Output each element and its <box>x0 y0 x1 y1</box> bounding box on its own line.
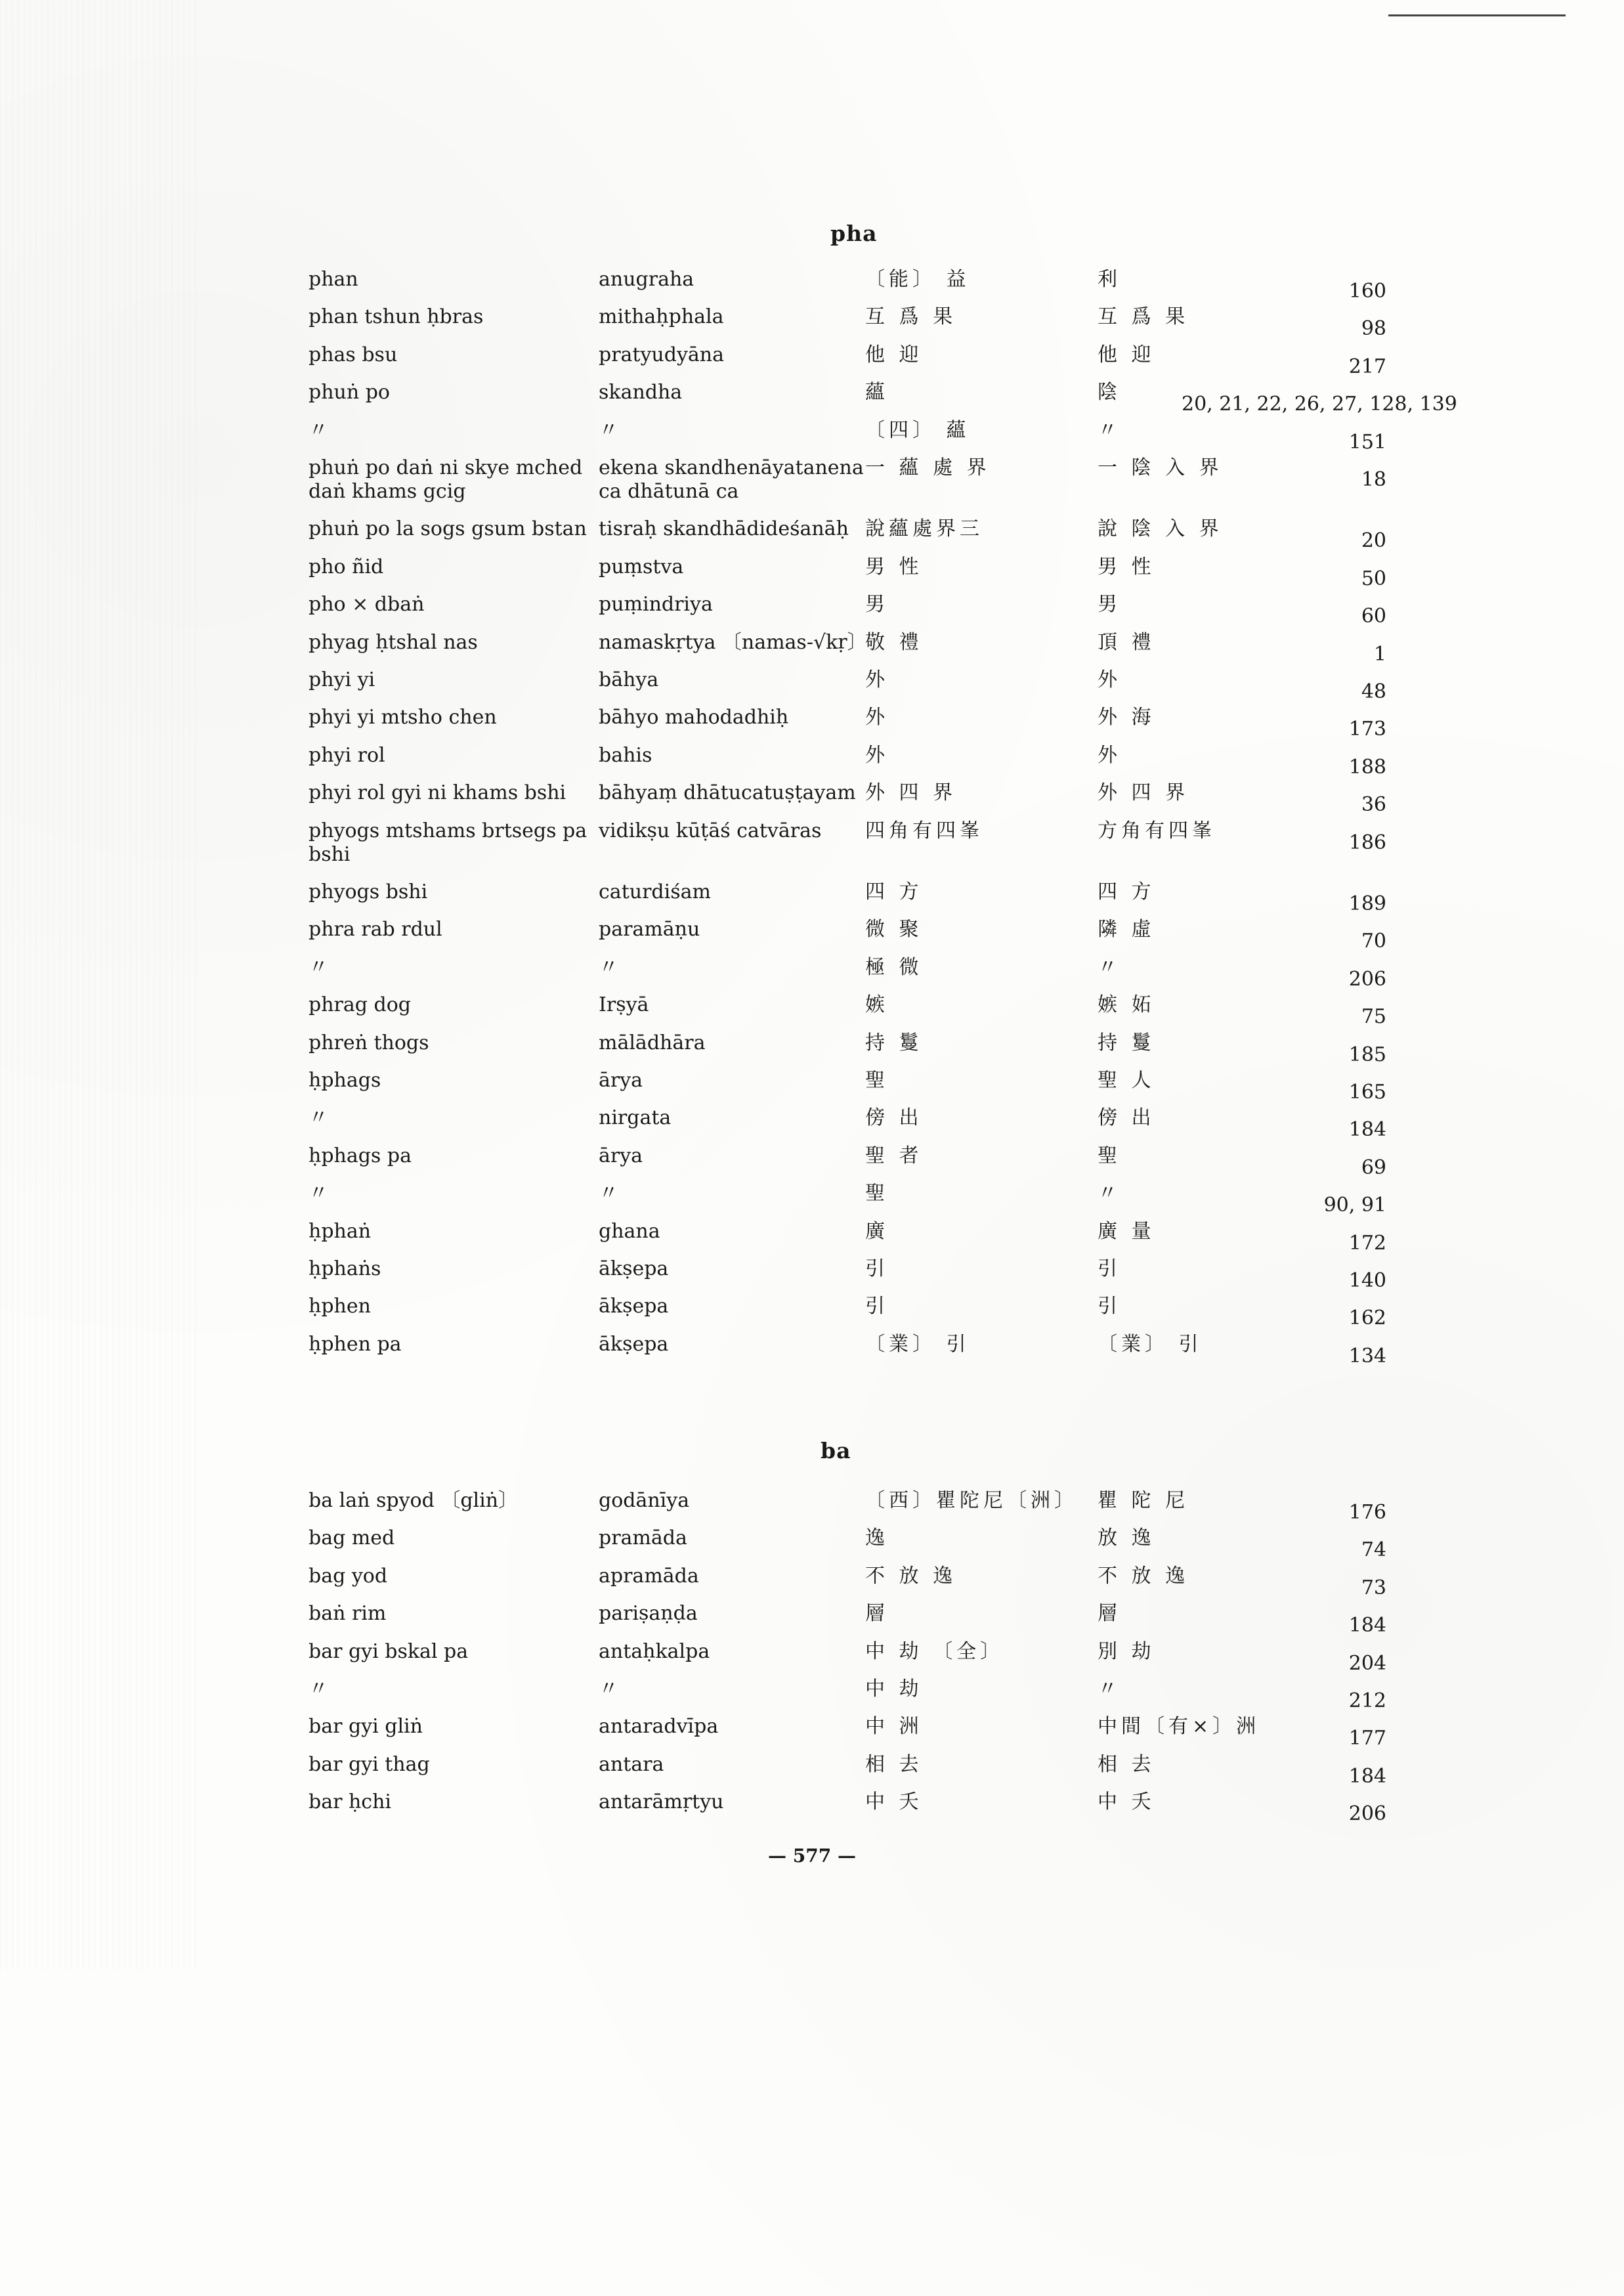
glossary-row <box>0 593 1624 632</box>
glossary-row <box>0 1257 1624 1297</box>
glossary-row <box>0 956 1624 995</box>
chinese-term-xuanzang: 逸 <box>865 1527 889 1550</box>
tibetan-term: bar gyi gliṅ <box>309 1715 423 1739</box>
sanskrit-term: ārya <box>599 1144 643 1167</box>
sanskrit-term: caturdiśam <box>599 880 711 903</box>
chinese-term-xuanzang: 不 放 逸 <box>865 1564 957 1588</box>
chinese-term-paramartha: 外 <box>1098 743 1121 767</box>
tibetan-term: phyi rol <box>309 743 385 767</box>
page-reference: 60 <box>1361 605 1386 628</box>
page-reference: 50 <box>1361 567 1386 590</box>
chinese-term-paramartha: 一 陰 入 界 <box>1098 456 1223 479</box>
tibetan-term: phan <box>309 268 358 291</box>
page-reference: 1 <box>1373 642 1386 666</box>
tibetan-term: phuṅ po la sogs gsum bstan <box>309 517 587 541</box>
page-reference: 75 <box>1361 1005 1386 1029</box>
chinese-term-xuanzang: 說蘊處界三 <box>865 517 983 541</box>
chinese-term-paramartha: 聖 人 <box>1098 1069 1155 1092</box>
chinese-term-paramartha: 引 <box>1098 1257 1121 1280</box>
chinese-term-paramartha: 外 <box>1098 668 1121 691</box>
tibetan-term: phan tshun ḥbras <box>309 305 484 329</box>
chinese-term-paramartha: 〔業〕 引 <box>1098 1332 1203 1356</box>
glossary-row <box>0 1069 1624 1108</box>
page-reference: 172 <box>1348 1231 1386 1255</box>
chinese-term-xuanzang: 外 <box>865 668 889 691</box>
glossary-row <box>0 1295 1624 1334</box>
glossary-row <box>0 305 1624 345</box>
page-reference: 70 <box>1361 930 1386 953</box>
page-reference: 173 <box>1348 718 1386 741</box>
glossary-row <box>0 1333 1624 1372</box>
glossary-row <box>0 631 1624 670</box>
sanskrit-term: tisraḥ skandhādideśanāḥ <box>599 517 849 541</box>
sanskrit-term: Irṣyā <box>599 993 649 1017</box>
sanskrit-term: apramāda <box>599 1564 699 1588</box>
chinese-term-xuanzang: 層 <box>865 1602 889 1626</box>
tibetan-term: ḥphaṅ <box>309 1219 372 1243</box>
tibetan-term: ḥphen pa <box>309 1332 402 1356</box>
chinese-term-xuanzang: 敬 禮 <box>865 630 923 654</box>
chinese-term-xuanzang: 外 <box>865 743 889 767</box>
sanskrit-term: bāhya <box>599 668 659 691</box>
tibetan-term: phyogs bshi <box>309 880 428 903</box>
glossary-row <box>0 1106 1624 1146</box>
sanskrit-term: pratyudyāna <box>599 343 725 366</box>
page-number: — 577 — <box>768 1845 856 1867</box>
glossary-row <box>0 1678 1624 1717</box>
tibetan-term: pho × dbaṅ <box>309 593 425 617</box>
chinese-term-xuanzang: 嫉 <box>865 993 889 1017</box>
chinese-term-xuanzang: 互 爲 果 <box>865 305 957 329</box>
tibetan-term: bag med <box>309 1527 395 1550</box>
page-reference: 162 <box>1348 1307 1386 1330</box>
corner-rule-line <box>1388 14 1566 16</box>
tibetan-term: baṅ rim <box>309 1602 387 1626</box>
tibetan-term: 〃 <box>309 955 328 979</box>
tibetan-term: phuṅ po daṅ ni skye mched daṅ khams gcig <box>309 456 583 503</box>
glossary-row <box>0 1182 1624 1221</box>
sanskrit-term: vidikṣu kūṭāś catvāras <box>599 819 822 842</box>
glossary-row <box>0 781 1624 821</box>
sanskrit-term: 〃 <box>599 1182 618 1205</box>
page-reference: 90, 91 <box>1323 1194 1386 1217</box>
page-reference: 151 <box>1348 430 1386 454</box>
chinese-term-paramartha: 利 <box>1098 268 1121 291</box>
page-reference: 206 <box>1348 1802 1386 1826</box>
page-reference: 189 <box>1348 892 1386 915</box>
chinese-term-xuanzang: 四角有四峯 <box>865 819 983 842</box>
glossary-row <box>0 1715 1624 1754</box>
chinese-term-xuanzang: 〔能〕 益 <box>865 268 970 291</box>
tibetan-term: bag yod <box>309 1564 388 1588</box>
chinese-term-paramartha: 瞿 陀 尼 <box>1098 1489 1189 1512</box>
sanskrit-term: ākṣepa <box>599 1332 669 1356</box>
sanskrit-term: mithaḥphala <box>599 305 724 329</box>
tibetan-term: ḥphags <box>309 1069 381 1092</box>
page-reference: 177 <box>1348 1727 1386 1750</box>
chinese-term-paramartha: 說 陰 入 界 <box>1098 517 1223 541</box>
tibetan-term: phyi rol gyi ni khams bshi <box>309 781 566 805</box>
chinese-term-paramartha: 中 夭 <box>1098 1790 1155 1814</box>
tibetan-term: phreṅ thogs <box>309 1031 429 1054</box>
chinese-term-paramartha: 傍 出 <box>1098 1106 1155 1130</box>
glossary-row <box>0 1640 1624 1679</box>
sanskrit-term: ākṣepa <box>599 1295 669 1318</box>
glossary-row <box>0 381 1624 420</box>
chinese-term-paramartha: 四 方 <box>1098 880 1155 903</box>
page-reference: 160 <box>1348 280 1386 303</box>
glossary-row <box>0 1753 1624 1792</box>
tibetan-term: phas bsu <box>309 343 398 366</box>
tibetan-term: phyag ḥtshal nas <box>309 630 478 654</box>
page-reference: 73 <box>1361 1576 1386 1599</box>
page-reference: 206 <box>1348 967 1386 991</box>
sanskrit-term: godānīya <box>599 1489 690 1512</box>
tibetan-term: phyi yi mtsho chen <box>309 706 497 729</box>
sanskrit-term: namaskṛtya 〔namas-√kṛ〕 <box>599 630 867 654</box>
page-reference: 184 <box>1348 1764 1386 1788</box>
sanskrit-term: ārya <box>599 1069 643 1092</box>
sanskrit-term: skandha <box>599 381 683 404</box>
chinese-term-xuanzang: 引 <box>865 1257 889 1280</box>
page-reference: 186 <box>1348 831 1386 854</box>
glossary-row <box>0 880 1624 920</box>
tibetan-term: bar ḥchi <box>309 1790 392 1814</box>
sanskrit-term: puṃindriya <box>599 593 713 617</box>
sanskrit-term: bāhyaṃ dhātucatuṣṭayam <box>599 781 856 805</box>
chinese-term-xuanzang: 中 劫 〔全〕 <box>865 1639 1004 1663</box>
tibetan-term: 〃 <box>309 1106 328 1130</box>
chinese-term-xuanzang: 外 <box>865 706 889 729</box>
chinese-term-paramartha: 頂 禮 <box>1098 630 1155 654</box>
chinese-term-xuanzang: 一 蘊 處 界 <box>865 456 991 479</box>
tibetan-term: ḥphags pa <box>309 1144 412 1167</box>
sanskrit-term: ghana <box>599 1219 660 1243</box>
page-reference: 134 <box>1348 1344 1386 1368</box>
chinese-term-xuanzang: 蘊 <box>865 381 889 404</box>
chinese-term-paramartha: 陰 <box>1098 381 1121 404</box>
sanskrit-term: antaradvīpa <box>599 1715 719 1739</box>
sanskrit-term: antaḥkalpa <box>599 1639 710 1663</box>
chinese-term-paramartha: 他 迎 <box>1098 343 1155 366</box>
sanskrit-term: antarāmṛtyu <box>599 1790 724 1814</box>
tibetan-term: 〃 <box>309 1182 328 1205</box>
glossary-row <box>0 1031 1624 1071</box>
page-reference: 140 <box>1348 1269 1386 1292</box>
chinese-term-xuanzang: 引 <box>865 1295 889 1318</box>
chinese-term-paramartha: 不 放 逸 <box>1098 1564 1189 1588</box>
chinese-term-paramartha: 放 逸 <box>1098 1527 1155 1550</box>
sanskrit-term: mālādhāra <box>599 1031 706 1054</box>
sanskrit-term: ekena skandhenāyatanena ca dhātunā ca <box>599 456 864 503</box>
glossary-row <box>0 555 1624 595</box>
sanskrit-term: bahis <box>599 743 652 767</box>
chinese-term-paramartha: 中間〔有×〕洲 <box>1098 1715 1260 1739</box>
tibetan-term: phyogs mtshams brtsegs pa bshi <box>309 819 588 866</box>
page-reference: 165 <box>1348 1081 1386 1104</box>
chinese-term-xuanzang: 〔業〕 引 <box>865 1332 970 1356</box>
glossary-row <box>0 343 1624 383</box>
tibetan-term: phra rab rdul <box>309 918 442 942</box>
chinese-term-xuanzang: 中 劫 <box>865 1678 923 1700</box>
chinese-term-xuanzang: 極 微 <box>865 955 923 979</box>
page-reference: 36 <box>1361 793 1386 817</box>
glossary-row <box>0 517 1624 557</box>
chinese-term-xuanzang: 中 洲 <box>865 1715 923 1739</box>
glossary-row <box>0 1220 1624 1259</box>
tibetan-term: phuṅ po <box>309 381 390 404</box>
tibetan-term: phrag dog <box>309 993 411 1017</box>
chinese-term-xuanzang: 聖 者 <box>865 1144 923 1167</box>
page-reference: 204 <box>1348 1651 1386 1675</box>
tibetan-term: 〃 <box>309 418 328 442</box>
page-reference: 184 <box>1348 1118 1386 1142</box>
chinese-term-paramartha: 引 <box>1098 1295 1121 1318</box>
glossary-row <box>0 1565 1624 1604</box>
chinese-term-paramartha: 〃 <box>1098 1182 1121 1205</box>
chinese-term-xuanzang: 相 去 <box>865 1752 923 1776</box>
page-reference: 188 <box>1348 755 1386 779</box>
glossary-row <box>0 456 1624 503</box>
sanskrit-term: antara <box>599 1752 664 1776</box>
sanskrit-term: 〃 <box>599 955 618 979</box>
chinese-term-xuanzang: 持 鬘 <box>865 1031 923 1054</box>
sanskrit-term: anugraha <box>599 268 694 291</box>
chinese-term-paramartha: 層 <box>1098 1602 1121 1626</box>
glossary-row <box>0 1602 1624 1641</box>
sanskrit-term: puṃstva <box>599 555 684 578</box>
chinese-term-xuanzang: 外 四 界 <box>865 781 957 805</box>
page-reference: 98 <box>1361 317 1386 341</box>
chinese-term-xuanzang: 傍 出 <box>865 1106 923 1130</box>
page-reference: 184 <box>1348 1614 1386 1637</box>
sanskrit-term: 〃 <box>599 418 618 442</box>
chinese-term-paramartha: 互 爲 果 <box>1098 305 1189 329</box>
glossary-row <box>0 1489 1624 1528</box>
chinese-term-xuanzang: 他 迎 <box>865 343 923 366</box>
chinese-term-paramartha: 廣 量 <box>1098 1219 1155 1243</box>
chinese-term-xuanzang: 〔四〕 蘊 <box>865 418 970 442</box>
chinese-term-paramartha: 嫉 妬 <box>1098 993 1155 1017</box>
chinese-term-xuanzang: 〔西〕瞿陀尼〔洲〕 <box>865 1489 1078 1512</box>
sanskrit-term: paramāṇu <box>599 918 700 942</box>
chinese-term-xuanzang: 廣 <box>865 1219 889 1243</box>
chinese-term-paramartha: 方角有四峯 <box>1098 819 1216 842</box>
page-reference: 185 <box>1348 1043 1386 1066</box>
sanskrit-term: pramāda <box>599 1527 687 1550</box>
tibetan-term: bar gyi bskal pa <box>309 1639 469 1663</box>
glossary-row <box>0 819 1624 866</box>
sanskrit-term: bāhyo mahodadhiḥ <box>599 706 789 729</box>
chinese-term-paramartha: 隣 虛 <box>1098 918 1155 942</box>
chinese-term-paramartha: 持 鬘 <box>1098 1031 1155 1054</box>
glossary-row <box>0 918 1624 957</box>
page-reference: 48 <box>1361 680 1386 703</box>
glossary-row <box>0 1527 1624 1566</box>
tibetan-term: pho ñid <box>309 555 384 578</box>
sanskrit-term: nirgata <box>599 1106 672 1130</box>
glossary-row <box>0 993 1624 1033</box>
tibetan-term: ḥphen <box>309 1295 371 1318</box>
sanskrit-term: 〃 <box>599 1678 618 1700</box>
page-reference: 74 <box>1361 1538 1386 1562</box>
glossary-row <box>0 419 1624 458</box>
chinese-term-xuanzang: 聖 <box>865 1069 889 1092</box>
glossary-row <box>0 668 1624 708</box>
page-reference: 18 <box>1361 468 1386 491</box>
tibetan-term: ba laṅ spyod 〔gliṅ〕 <box>309 1489 519 1512</box>
tibetan-term: phyi yi <box>309 668 375 691</box>
chinese-term-xuanzang: 男 <box>865 593 889 617</box>
chinese-term-paramartha: 男 性 <box>1098 555 1155 578</box>
glossary-row <box>0 1144 1624 1184</box>
chinese-term-xuanzang: 四 方 <box>865 880 923 903</box>
section-title-pha: pha <box>830 221 878 246</box>
chinese-term-xuanzang: 聖 <box>865 1182 889 1205</box>
chinese-term-xuanzang: 中 夭 <box>865 1790 923 1814</box>
sanskrit-term: pariṣaṇḍa <box>599 1602 698 1626</box>
chinese-term-xuanzang: 男 性 <box>865 555 923 578</box>
glossary-row <box>0 744 1624 783</box>
glossary-row <box>0 706 1624 745</box>
chinese-term-paramartha: 外 四 界 <box>1098 781 1189 805</box>
glossary-row <box>0 1790 1624 1830</box>
section-title-ba: ba <box>821 1438 851 1463</box>
tibetan-term: 〃 <box>309 1678 328 1700</box>
chinese-term-paramartha: 〃 <box>1098 955 1121 979</box>
page-reference: 69 <box>1361 1156 1386 1179</box>
page-reference: 212 <box>1348 1689 1386 1712</box>
tibetan-term: ḥphaṅs <box>309 1257 381 1280</box>
chinese-term-paramartha: 相 去 <box>1098 1752 1155 1776</box>
page-reference: 176 <box>1348 1501 1386 1524</box>
chinese-term-paramartha: 〃 <box>1098 418 1121 442</box>
chinese-term-xuanzang: 微 聚 <box>865 918 923 942</box>
chinese-term-paramartha: 〃 <box>1098 1678 1121 1700</box>
page-reference: 217 <box>1348 355 1386 378</box>
glossary-row <box>0 268 1624 307</box>
chinese-term-paramartha: 別 劫 <box>1098 1639 1155 1663</box>
chinese-term-paramartha: 外 海 <box>1098 706 1155 729</box>
sanskrit-term: ākṣepa <box>599 1257 669 1280</box>
chinese-term-paramartha: 聖 <box>1098 1144 1121 1167</box>
page-reference: 20, 21, 22, 26, 27, 128, 139 <box>1182 393 1457 416</box>
chinese-term-paramartha: 男 <box>1098 593 1121 617</box>
tibetan-term: bar gyi thag <box>309 1752 430 1776</box>
page-reference: 20 <box>1361 529 1386 553</box>
